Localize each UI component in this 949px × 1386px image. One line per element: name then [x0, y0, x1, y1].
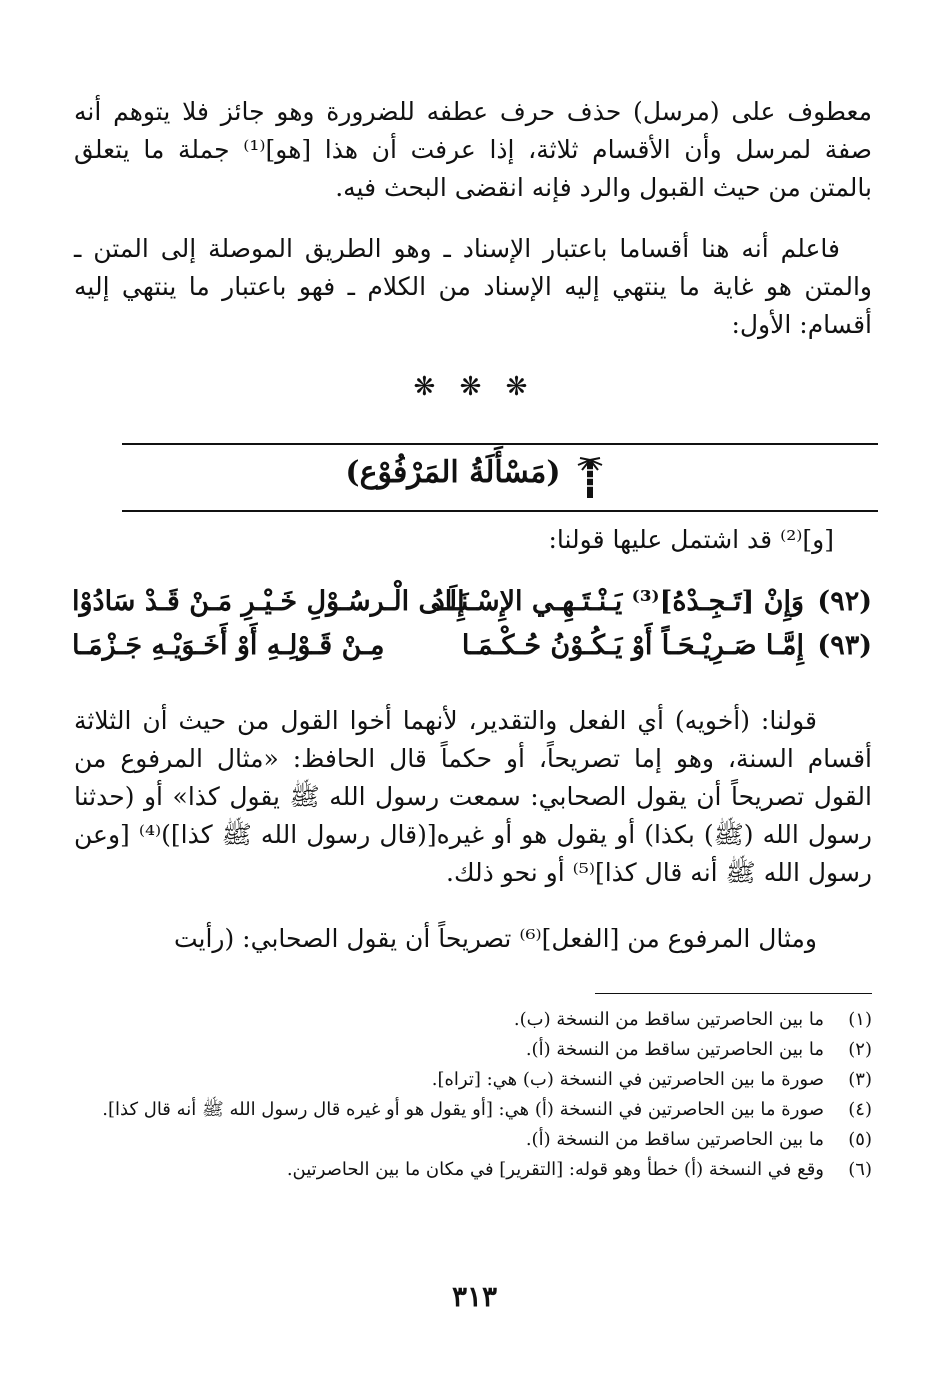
verse-second-hemistich: مِـنْ قَـوْلِـهِ أَوْ أَخَـوَيْـهِ جَـزْمَـا — [72, 630, 385, 661]
footnote — [74, 1095, 872, 1125]
section-heading — [0, 455, 949, 500]
paragraph-4 — [74, 920, 872, 958]
footnote-text: وقع في النسخة (أ) خطأ وهو قوله: [التقرير] في مكان ما بين الحاصرتين. — [286, 1159, 824, 1180]
footnote-number: (٣) — [848, 1069, 872, 1090]
footnote-number: (٦) — [848, 1159, 872, 1180]
verse-second-hemistich: إِلَـى الْـرسُـوْلِ خَـيْـرِ مَـنْ قَـدْ سَادُوْا — [72, 586, 465, 617]
footnote-number: (١) — [848, 1009, 872, 1030]
footnote-text: ما بين الحاصرتين ساقط من النسخة (ب). — [513, 1009, 824, 1030]
paragraph-3-text: قولنا: (أخويه) أي الفعل والتقدير، لأنهما أخوا القول من حيث أن الثلاثة أقسام السنة، وهو إما تصريحاً، أو حكماً قال الحافظ: «مثال المرفوع من القول تصريحاً أن يقول الصحابي: سمعت رسول الله ﷺ يقول كذا» أو (حدثنا رسول الله (ﷺ) بكذا) أو يقول هو أو غيره[(قال رسول الله ﷺ كذا])⁽⁴⁾ [وعن رسول الله ﷺ أنه قال كذا]⁽⁵⁾ أو نحو ذلك. — [74, 706, 872, 887]
verse-92 — [72, 586, 872, 626]
footnote-number: (٢) — [848, 1039, 872, 1060]
footnote — [74, 1065, 872, 1095]
verse-intro: [و]⁽²⁾ قد اشتمل عليها قولنا: — [548, 525, 834, 554]
footnote-number: (٥) — [848, 1129, 872, 1150]
footnote-text: صورة ما بين الحاصرتين في النسخة (ب) هي: [تراه]. — [431, 1069, 824, 1090]
footnote — [74, 1125, 872, 1155]
title-rule-top — [122, 443, 878, 445]
footnote-divider — [595, 993, 872, 994]
paragraph-3 — [74, 702, 872, 892]
section-ornament: ❋ ❋ ❋ — [413, 372, 536, 402]
verse-first-hemistich: وَإِنْ [تَـجِـدْهُ]⁽³⁾ يَـنْـتَـهِـي الإِسْـنَـادُ — [432, 586, 804, 617]
paragraph-2-text: فاعلم أنه هنا أقساما باعتبار الإسناد ـ وهو الطريق الموصلة إلى المتن ـ والمتن هو غاية ما ينتهي إليه الإسناد من الكلام ـ فهو باعتبار ما ينتهي إليه أقسام: الأول: — [74, 234, 872, 339]
verse-first-hemistich: إِمَّـا صَـرِيْـحَـاً أَوْ يَـكُـوْنُ حُـكْـمَـا — [461, 630, 804, 661]
page-number: ٣١٣ — [451, 1280, 498, 1313]
verse-number: (٩٣) — [817, 630, 872, 661]
verse-number: (٩٢) — [817, 586, 872, 617]
verse-93 — [72, 630, 872, 670]
paragraph-2 — [74, 230, 872, 344]
paragraph-1: معطوف على (مرسل) حذف حرف عطفه للضرورة وهو جائز فلا يتوهم أنه صفة لمرسل وأن الأقسام ثلاثة، إذا عرفت أن هذا [هو]⁽¹⁾ جملة ما يتعلق بالمتن من حيث القبول والرد فإنه انقضى البحث فيه. — [74, 97, 872, 202]
footnote-number: (٤) — [848, 1099, 872, 1120]
section-title: (مَسْأَلَةُ المَرْفُوْع) — [345, 455, 561, 490]
paragraph-4-text: ومثال المرفوع من [الفعل]⁽⁶⁾ تصريحاً أن يقول الصحابي: (رأيت — [173, 924, 817, 953]
footnote — [74, 1035, 872, 1065]
footnote — [74, 1155, 872, 1185]
palm-tree-icon — [576, 456, 604, 500]
title-rule-bottom — [122, 510, 878, 512]
footnote — [74, 1005, 872, 1035]
footnote-text: ما بين الحاصرتين ساقط من النسخة (أ). — [525, 1039, 824, 1060]
footnotes — [74, 1005, 872, 1185]
footnote-text: ما بين الحاصرتين ساقط من النسخة (أ). — [525, 1129, 824, 1150]
footnote-text: صورة ما بين الحاصرتين في النسخة (أ) هي: [أو يقول هو أو غيره قال رسول الله ﷺ أنه قال كذا]. — [102, 1099, 824, 1120]
